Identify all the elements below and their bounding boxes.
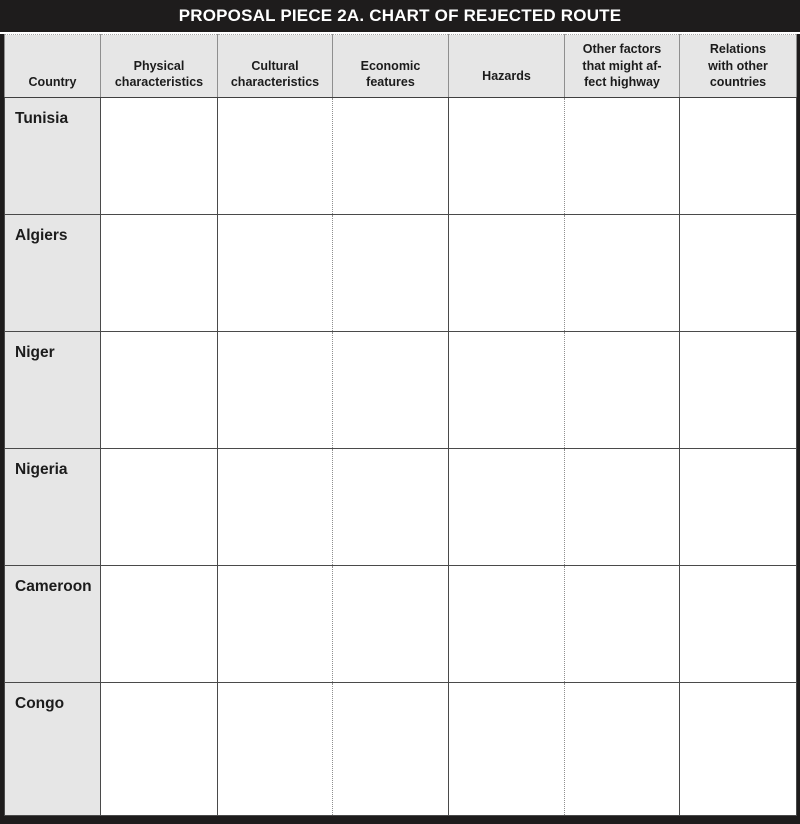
col-header-label: Relations [709, 42, 767, 57]
empty-cell [449, 566, 565, 683]
table-row-congo [5, 683, 797, 816]
col-header-label: with other [708, 58, 768, 73]
row-label: Congo [5, 683, 101, 816]
col-header-label: characteristics [114, 74, 204, 89]
col-header-label: Other factors [582, 42, 662, 57]
row-label: Niger [5, 332, 101, 449]
empty-cell [101, 449, 218, 566]
col-header-label: that might af- [582, 58, 662, 73]
empty-cell [333, 683, 449, 816]
empty-cell [218, 683, 333, 816]
empty-cell [680, 215, 797, 332]
col-header-country [5, 35, 101, 98]
empty-cell [101, 566, 218, 683]
table-row-tunisia [5, 98, 797, 215]
title-bar [0, 0, 800, 32]
empty-cell [101, 683, 218, 816]
empty-cell [680, 566, 797, 683]
empty-cell [565, 449, 680, 566]
empty-cell [565, 98, 680, 215]
col-header-hazards [449, 35, 565, 98]
row-label: Nigeria [5, 449, 101, 566]
empty-cell [449, 98, 565, 215]
row-label: Algiers [5, 215, 101, 332]
table-row-algiers [5, 215, 797, 332]
col-header-relations [680, 35, 797, 98]
empty-cell [680, 449, 797, 566]
table-frame [0, 34, 800, 824]
col-header-label: characteristics [230, 74, 320, 89]
empty-cell [680, 683, 797, 816]
row-label: Cameroon [5, 566, 101, 683]
empty-cell [333, 449, 449, 566]
header-row [5, 35, 797, 98]
table-row-cameroon [5, 566, 797, 683]
empty-cell [333, 566, 449, 683]
empty-cell [101, 98, 218, 215]
col-header-label: Economic [360, 58, 421, 73]
empty-cell [680, 98, 797, 215]
empty-cell [333, 215, 449, 332]
page-title: PROPOSAL PIECE 2A. CHART OF REJECTED ROUTE [178, 6, 622, 25]
empty-cell [218, 332, 333, 449]
rejected-route-table [4, 34, 797, 816]
empty-cell [565, 215, 680, 332]
empty-cell [333, 332, 449, 449]
empty-cell [449, 332, 565, 449]
empty-cell [218, 215, 333, 332]
empty-cell [565, 566, 680, 683]
col-header-other-factors [565, 35, 680, 98]
empty-cell [218, 566, 333, 683]
table-row-nigeria [5, 449, 797, 566]
col-header-label: Hazards [482, 68, 531, 83]
col-header-physical [101, 35, 218, 98]
col-header-label: countries [709, 74, 767, 89]
col-header-label: Country [28, 74, 77, 89]
empty-cell [218, 98, 333, 215]
empty-cell [218, 449, 333, 566]
col-header-label: fect highway [584, 74, 660, 89]
col-header-label: features [366, 74, 415, 89]
empty-cell [101, 332, 218, 449]
col-header-label: Physical [133, 58, 185, 73]
empty-cell [565, 332, 680, 449]
empty-cell [449, 449, 565, 566]
empty-cell [101, 215, 218, 332]
table-row-niger [5, 332, 797, 449]
col-header-label: Cultural [251, 58, 299, 73]
col-header-cultural [218, 35, 333, 98]
empty-cell [680, 332, 797, 449]
row-label: Tunisia [5, 98, 101, 215]
empty-cell [565, 683, 680, 816]
empty-cell [449, 683, 565, 816]
col-header-economic [333, 35, 449, 98]
empty-cell [333, 98, 449, 215]
empty-cell [449, 215, 565, 332]
